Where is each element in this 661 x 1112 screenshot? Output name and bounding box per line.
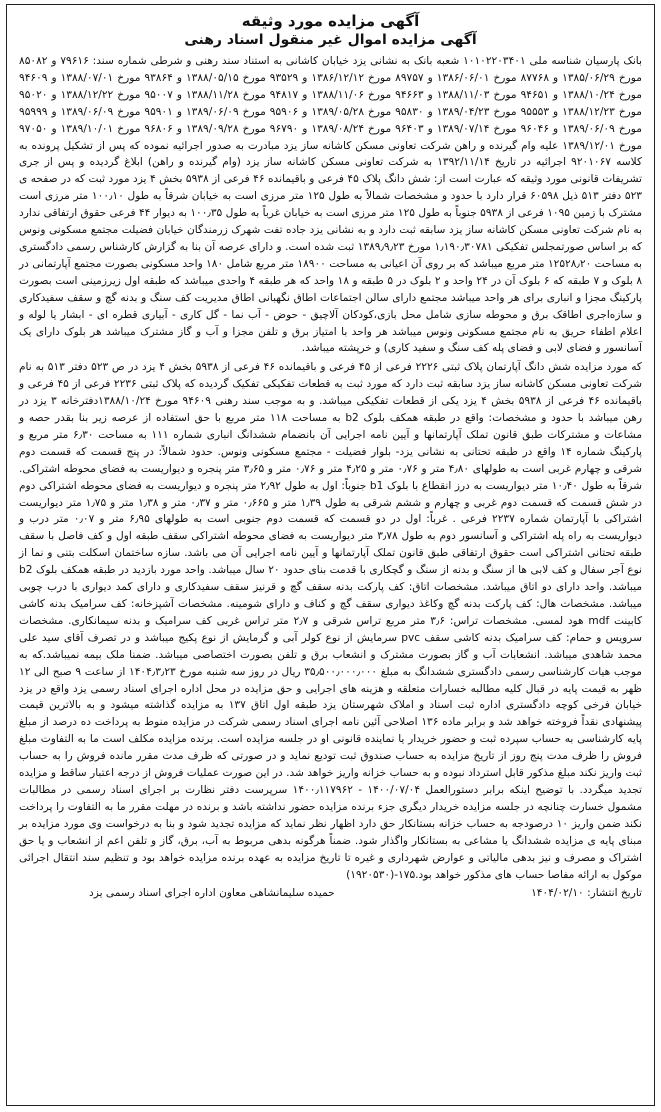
signature: حمیده سلیمانشاهی معاون اداره اجرای اسناد رسمی یزد [89,887,335,900]
auction-notice [6,4,655,1106]
notice-footer [19,885,642,902]
notice-paragraph-auction-item: که مورد مزایده شش دانگ آپارتمان پلاک ثبتی ۲۲۲۶ فرعی از ۴۵ فرعی و باقیمانده ۴۶ فرعی از ۵۹۳۸ بخش ۴ یزد در ص ۵۲۳ دفتر ۵۱۳ به نام شرکت تعاونی مسکن کاشانه ساز یزد سابقه ثبت دارد که مورد ثبت به قطعات تفکیکی تفکیک گردیده که پلاک ثبتی ۲۲۳۶ فرعی از ۴۵ فرعی و باقیمانده ۴۶ فرعی از ۵۹۳۸ بخش ۴ یزد یکی از قطعات تفکیکی میباشد. و به موجب سند رهنی ۹۴۶۰۹ مورخ ۱۳۸۸/۱۰/۲۴دفترخانه ۳ یزد در رهن میباشد با حدود و مشخصات: واقع در طبقه همکف بلوک b2 به مساحت ۱۱۸ متر مربع با حق استفاده از عرصه زیر بنا بقدر حصه و مشاعات و مشترکات طبق قانون تملک آپارتمانها و آیین نامه اجرایی آن بانضمام ششدانگ انباری شماره ۱۱۱ به مساحت ۶٫۳۰ متر مربع و پارکینگ شماره ۱۴ واقع در طبقه تحتانی به نشانی یزد- بلوار فضیلت - مجتمع مسکونی ونوس. حدود شمالاً: در پنج قسمت که قسمت دوم شرقی و چهارم غربی است به طولهای ۴٫۸۰ متر و ۰٫۷۶ متر و ۴٫۲۵ متر و ۰٫۷۶ متر و ۳٫۶۵ متر پنجره و دیواریست به فضای محوطه اشتراکی. شرقاً به طول ۱۰٫۴۰ متر دیواریست به درز انقطاع با بلوک b1 جنوباً: اول به طول ۲٫۹۲ متر پنجره و دیواریست به فضای محوطه اشتراکی دوم در شش قسمت که قسمت دوم غربی و چهارم و ششم شرقی به طول ۱٫۳۹ متر و ۰٫۶۶۵ متر و ۰٫۳۷ متر و ۱٫۳۸ متر و ۱٫۷۵ متر دیواریست اشتراکی با آپارتمان شماره ۲۲۳۷ فرعی . غرباً: اول در دو قسمت که قسمت دوم جنوبی است به طولهای ۶٫۹۵ متر و ۰٫۰۷ متر درب و دیواریست به راه پله اشتراکی و آسانسور دوم به طول ۳٫۷۸ متر دیواریست به فضای محوطه اشتراکی سقف طبقه اول و کف فاصل با سقف طبقه تحتانی اشتراکی است حقوق ارتفاقی طبق قانون تملک آپارتمانها و آیین نامه اجرایی آن می باشد. سازه ساختمان اسکلت بتنی و نما از نوع آجر سفال و کف لابی ها از سنگ و بدنه از سنگ و گچکاری با قدمت بنای حدود ۲۰ سال میباشد. واحد مورد بازدید در طبقه همکف بلوک b2 میباشد. واحد دارای دو اتاق میباشد. مشخصات اتاق: کف پارکت بدنه سقف گچ و قرنیز سقف سفیدکاری و دارای کمد دیواری با درب چوبی میباشد. مشخصات هال: کف پارکت بدنه گچ وکاغذ دیواری سقف گچ و کناف و دارای شومینه. مشخصات آشپزخانه: کف سرامیک بدنه کاشی کابینت mdf هود لمسی. مشخصات تراس: ۳٫۶ متر مربع تراس شرقی و ۲٫۷ متر تراس غربی کف سرامیک و بدنه سیمانکاری. مشخصات سرویس و حمام: کف سرامیک بدنه کاشی سقف pvc سرمایش از نوع کولر آبی و گرمایش از نوع پکیج میباشد و در تصرف آقای سید علی محمد شاهدی میباشد. انشعابات آب و گاز بصورت مشترک و انشعاب برق و تلفن بصورت اختصاصی میباشد. ضمنا ملک بیمه نمیباشد.که به موجب هیات کارشناسی رسمی دادگستری ششدانگ به مبلغ ۳۵٫۵۰۰٫۰۰۰٫۰۰۰ ریال در روز سه شنبه مورخ ۱۴۰۴٫۳٫۲۳ از ساعت ۹ صبح الی ۱۲ ظهر به قیمت پایه در قبال کلیه مطالبه خسارات متعلقه و هزینه های اجرایی و حق مزایده در محل اداره اجرای اسناد رسمی یزد واقع در یزد خیابان فرخی کوچه دادگستری اداره ثبت اسناد و املاک شهرستان یزد طبقه اول اتاق ۱۳۷ به مزایده گذاشته میشود و به بالاترین قیمت پیشنهادی نقداً فروخته خواهد شد و برابر ماده ۱۳۶ اصلاحی آئین نامه اجرای اسناد رسمی شرکت در مزایده منوط به پرداخت ده درصد از مبلغ پایه کارشناسی به حساب سپرده ثبت و حضور خریدار یا نماینده قانونی او در جلسه مزایده است. برنده مزایده مکلف است ما به التفاوت مبلغ فروش را ظرف مدت پنج روز از تاریخ مزایده به حساب صندوق ثبت تودیع نماید و در صورتی که ظرف مدت مقرر مانده فروش را به حساب ثبت واریز نکند مبلغ مذکور قابل استرداد نبوده و به حساب خزانه واریز خواهد شد. در این صورت عملیات فروش از درجه اعتبار ساقط و مزایده تجدید میگردد. با توضیح اینکه برابر دستورالعمل ۱۴۰۰/۰۷/۰۴ - ۱۴۰۰٫۱۱۷۹۶۲ سرپرست دفتر نظارت بر اجرای اسناد رسمی در مطالبات مشمول خسارت چنانچه در جلسه مزایده خریدار دیگری جزء برنده مزایده حضور نداشته باشد و برنده در مهلت مقرر ما به التفاوت را پرداخت نکند ضمن واریز ۱۰ درصودجه به حساب خزانه بستانکار حق دارد اظهار نظر نماید که مزایده تجدید شود و بنا به درخواست وی مورد مزایده بر مبنای پایه ی مزایده ششدانگ یا مشاعی به بستانکار واگذار شود. ضمناً هرگونه بدهی مربوط به آب، برق، گاز و تلفن اعم از انشعاب و یا حق اشتراک و مصرف و نیز بدهی مالیاتی و عوارض شهرداری و غیره تا تاریخ مزایده به عهده برنده مزایده خواهد بود و تنظیم سند انتقال اجرائی موکول به ارائه مفاصا حساب های مذکور خواهد بود.۱۷۵-(۱۹۲۰۵۳۰) [19,361,643,881]
notice-title: آگهی مزایده مورد وثیقه [241,12,420,30]
notice-subtitle: آگهی مزایده اموال غیر منقول اسناد رهنی [184,32,477,48]
notice-paragraph-property: بانک پارسیان شناسه ملی ۱۰۱۰۲۲۰۳۴۰۱ شعبه بانک به نشانی یزد خیابان کاشانی به استناد سند رهنی و شرطی شماره سند: ۷۹۶۱۶ و ۸۵۰۸۲ مورخ ۱۳۸۵/۰۶/۲۹ و ۸۷۷۶۸ مورخ ۱۳۸۶/۰۶/۰۱ و ۸۹۷۵۷ مورخ ۱۳۸۶/۱۲/۱۲ و ۹۳۵۲۹ مورخ ۱۳۸۸/۰۵/۱۵ و ۹۳۸۶۴ مورخ ۱۳۸۸/۰۷/۰۱ و ۹۴۶۰۹ مورخ ۱۳۸۸/۱۰/۲۴ و ۹۴۶۵۱ مورخ ۱۳۸۸/۱۱/۰۳ و ۹۴۶۶۳ مورخ ۱۳۸۸/۱۱/۰۶ و ۹۴۸۱۷ مورخ ۱۳۸۸/۱۱/۲۸ و ۹۵۰۰۷ مورخ ۱۳۸۸/۱۲/۲۲ و ۹۵۰۲۰ مورخ ۱۳۸۸/۱۲/۲۳ و ۹۵۵۵۳ مورخ ۱۳۸۹/۰۴/۲۳ و ۹۵۸۳۰ مورخ ۱۳۸۹/۰۵/۲۸ و ۹۵۹۰۶ مورخ ۱۳۸۹/۰۶/۰۹ و ۹۵۹۰۱ مورخ ۱۳۸۹/۰۶/۰۹ و ۹۵۹۹۹ مورخ ۱۳۸۹/۰۶/۰۹ و ۹۶۰۴۶ مورخ ۱۳۸۹/۰۷/۱۴ و ۹۶۴۰۳ مورخ ۱۳۸۹/۰۸/۲۴ و ۹۶۷۹۰ مورخ ۱۳۸۹/۰۹/۲۸ و ۹۶۸۰۶ مورخ ۱۳۸۹/۱۰/۰۱ و ۹۷۰۵۰ مورخ ۱۳۸۹/۱۲/۰۱ علیه وام گیرنده و راهن شرکت تعاونی مسکن کاشانه ساز یزد مبادرت به صدور اجرائیه نموده که پس از تشکیل پرونده به کلاسه ۹۲۰۱۰۶۷ اجرائیه در تاریخ ۱۳۹۲/۱۱/۱۴ به شرکت تعاونی مسکن کاشانه ساز یزد (وام گیرنده و راهن) ابلاغ گردیده و پس از جری تشریفات قانونی مورد وثیقه که عبارت است از: شش دانگ پلاک ۴۵ فرعی و باقیمانده ۴۶ فرعی از ۵۹۳۸ بخش ۴ یزد مورد ثبت که در صفحه ی ۵۲۳ دفتر ۵۱۳ ذیل ۶۰۵۹۸ قرار دارد با حدود و مشخصات شمالاً به طول ۱۲۵ متر مرزی است به خیابان شرقاً به طول ۱۰۰٫۱۰ متر مرزی است مشترک با زمین ۱۰۹۵ فرعی از ۵۹۳۸ جنوباً به طول ۱۲۵ متر مرزی است به خیابان غرباً به طول ۱۰۰٫۳۵ به دیوار ۴۴ فرعی حقوق ارتفاقی ندارد به نام شرکت تعاونی مسکن کاشانه ساز یزد سابقه ثبت دارد و به نشانی یزد جاده تفت شهرک زرمندگان خیابان فضیلت مجتمع مسکونی ونوس که بر اساس صورتمجلس تفکیکی ۱٫۱۹۰٫۳۰۷۸۱ مورخ ۱۳۸۹٫۹٫۲۳ ثبت شده است. و دارای عرصه آن بنا به گزارش کارشناس رسمی دادگستری به مساحت ۱۲۵۲۸٫۲۰ متر مربع میباشد که بر روی آن اعیانی به مساحت ۱۸۹۰۰ متر مربع شامل ۱۸۰ واحد مسکونی بصورت مجتمع آپارتمانی در ۸ بلوک و ۷ طبقه که ۶ بلوک آن در ۲۴ واحد و ۲ بلوک در ۵ طبقه و ۱۸ واحد که هر طبقه ۴ واحدی میباشد که طبقه اول زیرزمینی است بصورت پارکینگ مجزا و انباری برای هر واحد میباشد مجتمع دارای سالن اجتماعات اطاق نگهبانی اطاق مدیریت کف سنگ و بدنه گچ و سقف سفیدکاری و سازه‌اجری اطاقک برق و محوطه سازی شامل محل بازی،کودکان آلاچیق - حوض - آب نما - گل کاری - آبیاری قطره ای - ابشار یا لوله و اعلام اطفاء حریق به نام مجتمع مسکونی ونوس میباشد هر واحد با امتیاز برق و تلفن مجزا و آب و گاز مشترک میباشد هر بلوک دارای یک آسانسور و فضای لابی و فضای پله کف سنگ و سفید کاری) و خرپشته میباشد. [19,55,643,355]
publication-date: تاریخ انتشار: ۱۴۰۴/۰۲/۱۰ [531,887,642,900]
